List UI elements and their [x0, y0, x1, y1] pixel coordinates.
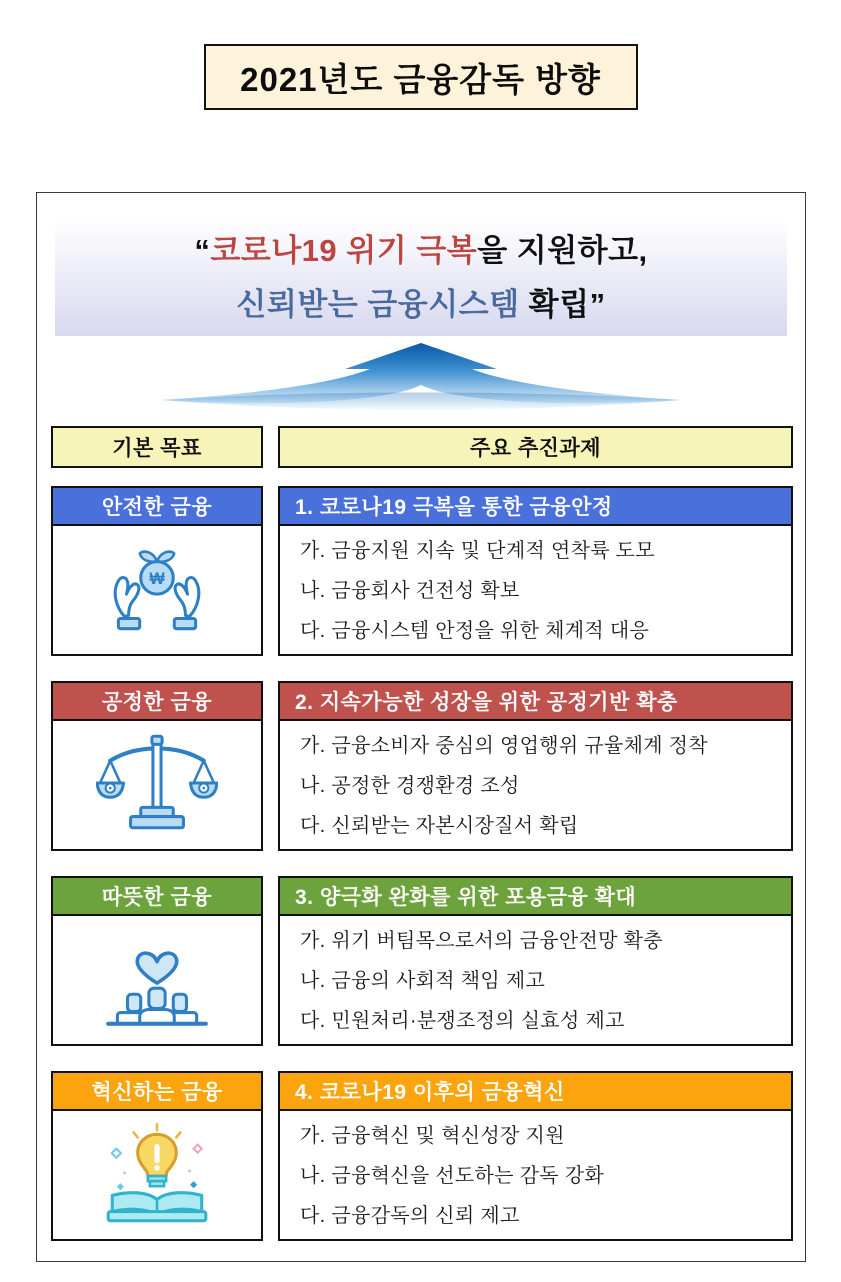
row-fair-finance [51, 681, 793, 851]
quote-line-1 [194, 224, 647, 278]
row-innovative-finance [51, 1071, 793, 1241]
page-title: 2021년도 금융감독 방향 [204, 44, 638, 110]
column-header-tasks: 주요 추진과제 [278, 426, 793, 468]
task-item: 나. 금융회사 건전성 확보 [300, 580, 520, 602]
task-title-2: 2. 지속가능한 성장을 위한 공정기반 확충 [278, 681, 793, 721]
task-item: 나. 공정한 경쟁환경 조성 [300, 775, 520, 797]
quote-banner [55, 219, 787, 336]
balance-scales-icon [96, 730, 218, 841]
goal-label-safe: 안전한 금융 [51, 486, 263, 526]
quote-line1-rest: 을 지원하고, [477, 232, 648, 268]
svg-text:₩: ₩ [149, 569, 165, 588]
task-item: 다. 신뢰받는 자본시장질서 확립 [300, 815, 579, 837]
task-item: 다. 금융감독의 신뢰 제고 [300, 1205, 520, 1227]
task-item: 나. 금융의 사회적 책임 제고 [300, 970, 546, 992]
goal-label-innovative: 혁신하는 금융 [51, 1071, 263, 1111]
bulb-book-icon [96, 1120, 218, 1231]
task-item: 다. 금융시스템 안정을 위한 체계적 대응 [300, 620, 650, 642]
task-item: 가. 위기 버팀목으로서의 금융안전망 확충 [300, 930, 663, 952]
task-item: 나. 금융혁신을 선도하는 감독 강화 [300, 1165, 604, 1187]
task-item: 가. 금융지원 지속 및 단계적 연착륙 도모 [300, 540, 655, 562]
quote-line2-rest: 확립” [519, 286, 606, 322]
task-title-4: 4. 코로나19 이후의 금융혁신 [278, 1071, 793, 1111]
row-safe-finance [51, 486, 793, 656]
quote-line1-highlight: 코로나19 위기 극복 [210, 232, 478, 268]
quote-line-2 [236, 278, 605, 332]
goal-label-fair: 공정한 금융 [51, 681, 263, 721]
quote-line2-highlight: 신뢰받는 금융시스템 [236, 286, 520, 322]
main-frame [36, 192, 806, 1262]
task-item: 가. 금융소비자 중심의 영업행위 규율체계 정착 [300, 735, 708, 757]
column-header-goal: 기본 목표 [51, 426, 263, 468]
people-heart-icon [96, 925, 218, 1036]
task-item: 다. 민원처리·분쟁조정의 실효성 제고 [300, 1010, 625, 1032]
hands-coin-sprout-icon [96, 535, 218, 646]
task-item: 가. 금융혁신 및 혁신성장 지원 [300, 1125, 565, 1147]
goal-label-warm: 따뜻한 금융 [51, 876, 263, 916]
quote-open-mark: “ [194, 232, 211, 268]
row-warm-finance [51, 876, 793, 1046]
up-arrow-graphic [161, 343, 681, 415]
task-title-3: 3. 양극화 완화를 위한 포용금융 확대 [278, 876, 793, 916]
task-title-1: 1. 코로나19 극복을 통한 금융안정 [278, 486, 793, 526]
